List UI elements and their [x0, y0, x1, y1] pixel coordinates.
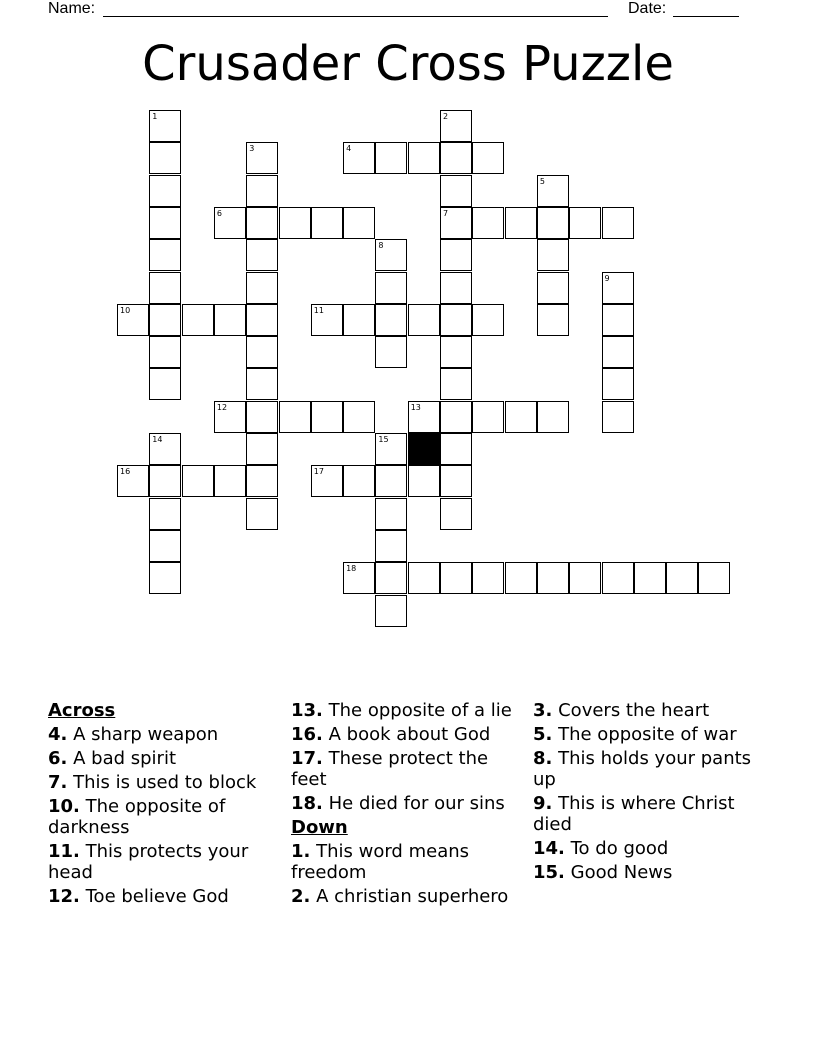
grid-cell[interactable]: [246, 304, 278, 336]
grid-cell[interactable]: [408, 304, 440, 336]
grid-cell[interactable]: [117, 304, 149, 336]
grid-cell[interactable]: [149, 272, 181, 304]
grid-cell[interactable]: [408, 465, 440, 497]
grid-cell[interactable]: [149, 336, 181, 368]
cell-number: 15: [378, 435, 389, 444]
grid-cell[interactable]: [343, 207, 375, 239]
grid-cell[interactable]: [246, 142, 278, 174]
grid-cell[interactable]: [602, 207, 634, 239]
grid-cell[interactable]: [537, 239, 569, 271]
grid-cell[interactable]: [569, 207, 601, 239]
grid-cell[interactable]: [117, 465, 149, 497]
grid-cell[interactable]: [246, 175, 278, 207]
grid-cell[interactable]: [311, 207, 343, 239]
clue-across-6: 6. A bad spirit: [48, 748, 177, 769]
grid-cell[interactable]: [149, 304, 181, 336]
grid-cell[interactable]: [149, 239, 181, 271]
grid-cell[interactable]: [375, 304, 407, 336]
grid-cell[interactable]: [408, 562, 440, 594]
grid-cell[interactable]: [375, 142, 407, 174]
grid-cell[interactable]: [343, 401, 375, 433]
grid-cell[interactable]: [666, 562, 698, 594]
grid-cell[interactable]: [440, 142, 472, 174]
cell-number: 2: [443, 112, 449, 121]
grid-cell[interactable]: [375, 562, 407, 594]
grid-cell[interactable]: [440, 401, 472, 433]
grid-cell[interactable]: [440, 368, 472, 400]
grid-cell[interactable]: [602, 336, 634, 368]
cell-number: 17: [313, 467, 324, 477]
grid-cell[interactable]: [149, 207, 181, 239]
grid-cell[interactable]: [246, 433, 278, 465]
grid-cell[interactable]: [440, 239, 472, 271]
grid-cell[interactable]: [246, 239, 278, 271]
grid-cell[interactable]: [311, 401, 343, 433]
grid-cell[interactable]: [149, 110, 181, 142]
cell-number: 10: [120, 305, 131, 315]
grid-cell[interactable]: [537, 272, 569, 304]
clue-across-12: 12. Toe believe God: [48, 886, 229, 907]
cell-number: 8: [378, 241, 384, 251]
grid-cell[interactable]: [440, 562, 472, 594]
grid-cell[interactable]: [214, 304, 246, 336]
grid-cell[interactable]: [343, 562, 375, 594]
cell-number: 13: [410, 402, 421, 412]
clue-across-16: 16. A book about God: [291, 724, 491, 745]
grid-cell[interactable]: [149, 530, 181, 562]
grid-cell[interactable]: [246, 336, 278, 368]
grid-cell[interactable]: [214, 465, 246, 497]
grid-cell[interactable]: [343, 142, 375, 174]
grid-cell[interactable]: [634, 562, 666, 594]
grid-cell[interactable]: [311, 465, 343, 497]
clue-across-4: 4. A sharp weapon: [48, 724, 219, 745]
grid-cell[interactable]: [311, 304, 343, 336]
grid-cell[interactable]: [537, 304, 569, 336]
grid-cell[interactable]: [149, 562, 181, 594]
grid-cell[interactable]: [472, 304, 504, 336]
cell-number: 7: [443, 208, 449, 218]
clue-across-13: 13. The opposite of a lie: [291, 700, 512, 721]
clue-across-17: 17. These protect the feet: [291, 748, 489, 790]
grid-block-cell: [408, 433, 440, 465]
clue-column-1: [48, 700, 278, 910]
grid-cell[interactable]: [149, 433, 181, 465]
grid-cell[interactable]: [149, 498, 181, 530]
grid-cell[interactable]: [602, 272, 634, 304]
page-title: Crusader Cross Puzzle: [142, 36, 674, 92]
name-label: Name:: [48, 0, 96, 17]
grid-cell[interactable]: [440, 433, 472, 465]
grid-cell[interactable]: [149, 368, 181, 400]
clue-column-2: [291, 700, 521, 910]
grid-cell[interactable]: [472, 207, 504, 239]
grid-cell[interactable]: [214, 207, 246, 239]
grid-cell[interactable]: [602, 304, 634, 336]
cell-number: 18: [346, 564, 357, 574]
cell-number: 4: [346, 144, 352, 154]
cell-number: 3: [249, 144, 255, 154]
grid-cell[interactable]: [440, 175, 472, 207]
grid-cell[interactable]: [505, 401, 537, 433]
grid-cell[interactable]: [375, 595, 407, 627]
cell-number: 11: [313, 305, 324, 315]
grid-cell[interactable]: [440, 272, 472, 304]
cell-number: 5: [539, 176, 545, 186]
grid-cell[interactable]: [505, 562, 537, 594]
clue-down-1: 1. This word means freedom: [291, 841, 470, 883]
grid-cell[interactable]: [375, 239, 407, 271]
grid-cell[interactable]: [375, 498, 407, 530]
grid-cell[interactable]: [569, 562, 601, 594]
grid-cell[interactable]: [440, 304, 472, 336]
cell-number: 12: [216, 402, 228, 412]
grid-cell[interactable]: [472, 562, 504, 594]
across-heading: Across: [48, 700, 116, 721]
grid-cell[interactable]: [375, 336, 407, 368]
grid-cell[interactable]: [537, 401, 569, 433]
grid-cell[interactable]: [375, 530, 407, 562]
grid-cell[interactable]: [246, 465, 278, 497]
grid-cell[interactable]: [537, 562, 569, 594]
grid-cell[interactable]: [375, 272, 407, 304]
clue-down-2: 2. A christian superhero: [291, 886, 509, 907]
clue-down-9: 9. This is where Christ died: [533, 793, 735, 835]
grid-cell[interactable]: [440, 207, 472, 239]
grid-cell[interactable]: [602, 401, 634, 433]
clue-across-10: 10. The opposite of darkness: [48, 796, 226, 838]
cell-number: 1: [152, 112, 158, 121]
grid-cell[interactable]: [537, 175, 569, 207]
grid-cell[interactable]: [602, 562, 634, 594]
clue-down-3: 3. Covers the heart: [533, 700, 710, 721]
clue-across-18: 18. He died for our sins: [291, 793, 505, 814]
grid-cell[interactable]: [343, 465, 375, 497]
grid-cell[interactable]: [214, 401, 246, 433]
grid-cell[interactable]: [149, 175, 181, 207]
grid-cell[interactable]: [246, 272, 278, 304]
grid-cell[interactable]: [408, 401, 440, 433]
down-heading: Down: [291, 817, 348, 838]
grid-cell[interactable]: [602, 368, 634, 400]
grid-cell[interactable]: [182, 465, 214, 497]
grid-cell[interactable]: [246, 401, 278, 433]
grid-cell[interactable]: [279, 401, 311, 433]
grid-cell[interactable]: [375, 465, 407, 497]
grid-cell[interactable]: [505, 207, 537, 239]
cell-number: 14: [152, 435, 163, 444]
grid-cell[interactable]: [440, 110, 472, 142]
grid-cell[interactable]: [149, 142, 181, 174]
clue-down-14: 14. To do good: [533, 838, 669, 859]
cell-number: 6: [216, 208, 222, 218]
grid-cell[interactable]: [537, 207, 569, 239]
clue-down-15: 15. Good News: [533, 862, 673, 883]
cell-number: 16: [120, 467, 131, 477]
date-label: Date:: [628, 0, 667, 17]
grid-cell[interactable]: [182, 304, 214, 336]
grid-cell[interactable]: [408, 142, 440, 174]
grid-cell[interactable]: [279, 207, 311, 239]
grid-cell[interactable]: [246, 207, 278, 239]
grid-cell[interactable]: [246, 368, 278, 400]
grid-cell[interactable]: [440, 498, 472, 530]
grid-cell[interactable]: [246, 498, 278, 530]
grid-cell[interactable]: [375, 433, 407, 465]
grid-cell[interactable]: [472, 401, 504, 433]
clue-across-11: 11. This protects your head: [48, 841, 249, 883]
clue-across-7: 7. This is used to block: [48, 772, 257, 793]
grid-cell[interactable]: [698, 562, 730, 594]
grid-cell[interactable]: [440, 465, 472, 497]
cell-number: 9: [604, 273, 610, 283]
grid-cell[interactable]: [149, 465, 181, 497]
grid-cell[interactable]: [472, 142, 504, 174]
clue-down-5: 5. The opposite of war: [533, 724, 737, 745]
grid-cell[interactable]: [343, 304, 375, 336]
clue-down-8: 8. This holds your pants up: [533, 748, 752, 790]
clue-column-3: [533, 700, 768, 886]
grid-cell[interactable]: [440, 336, 472, 368]
